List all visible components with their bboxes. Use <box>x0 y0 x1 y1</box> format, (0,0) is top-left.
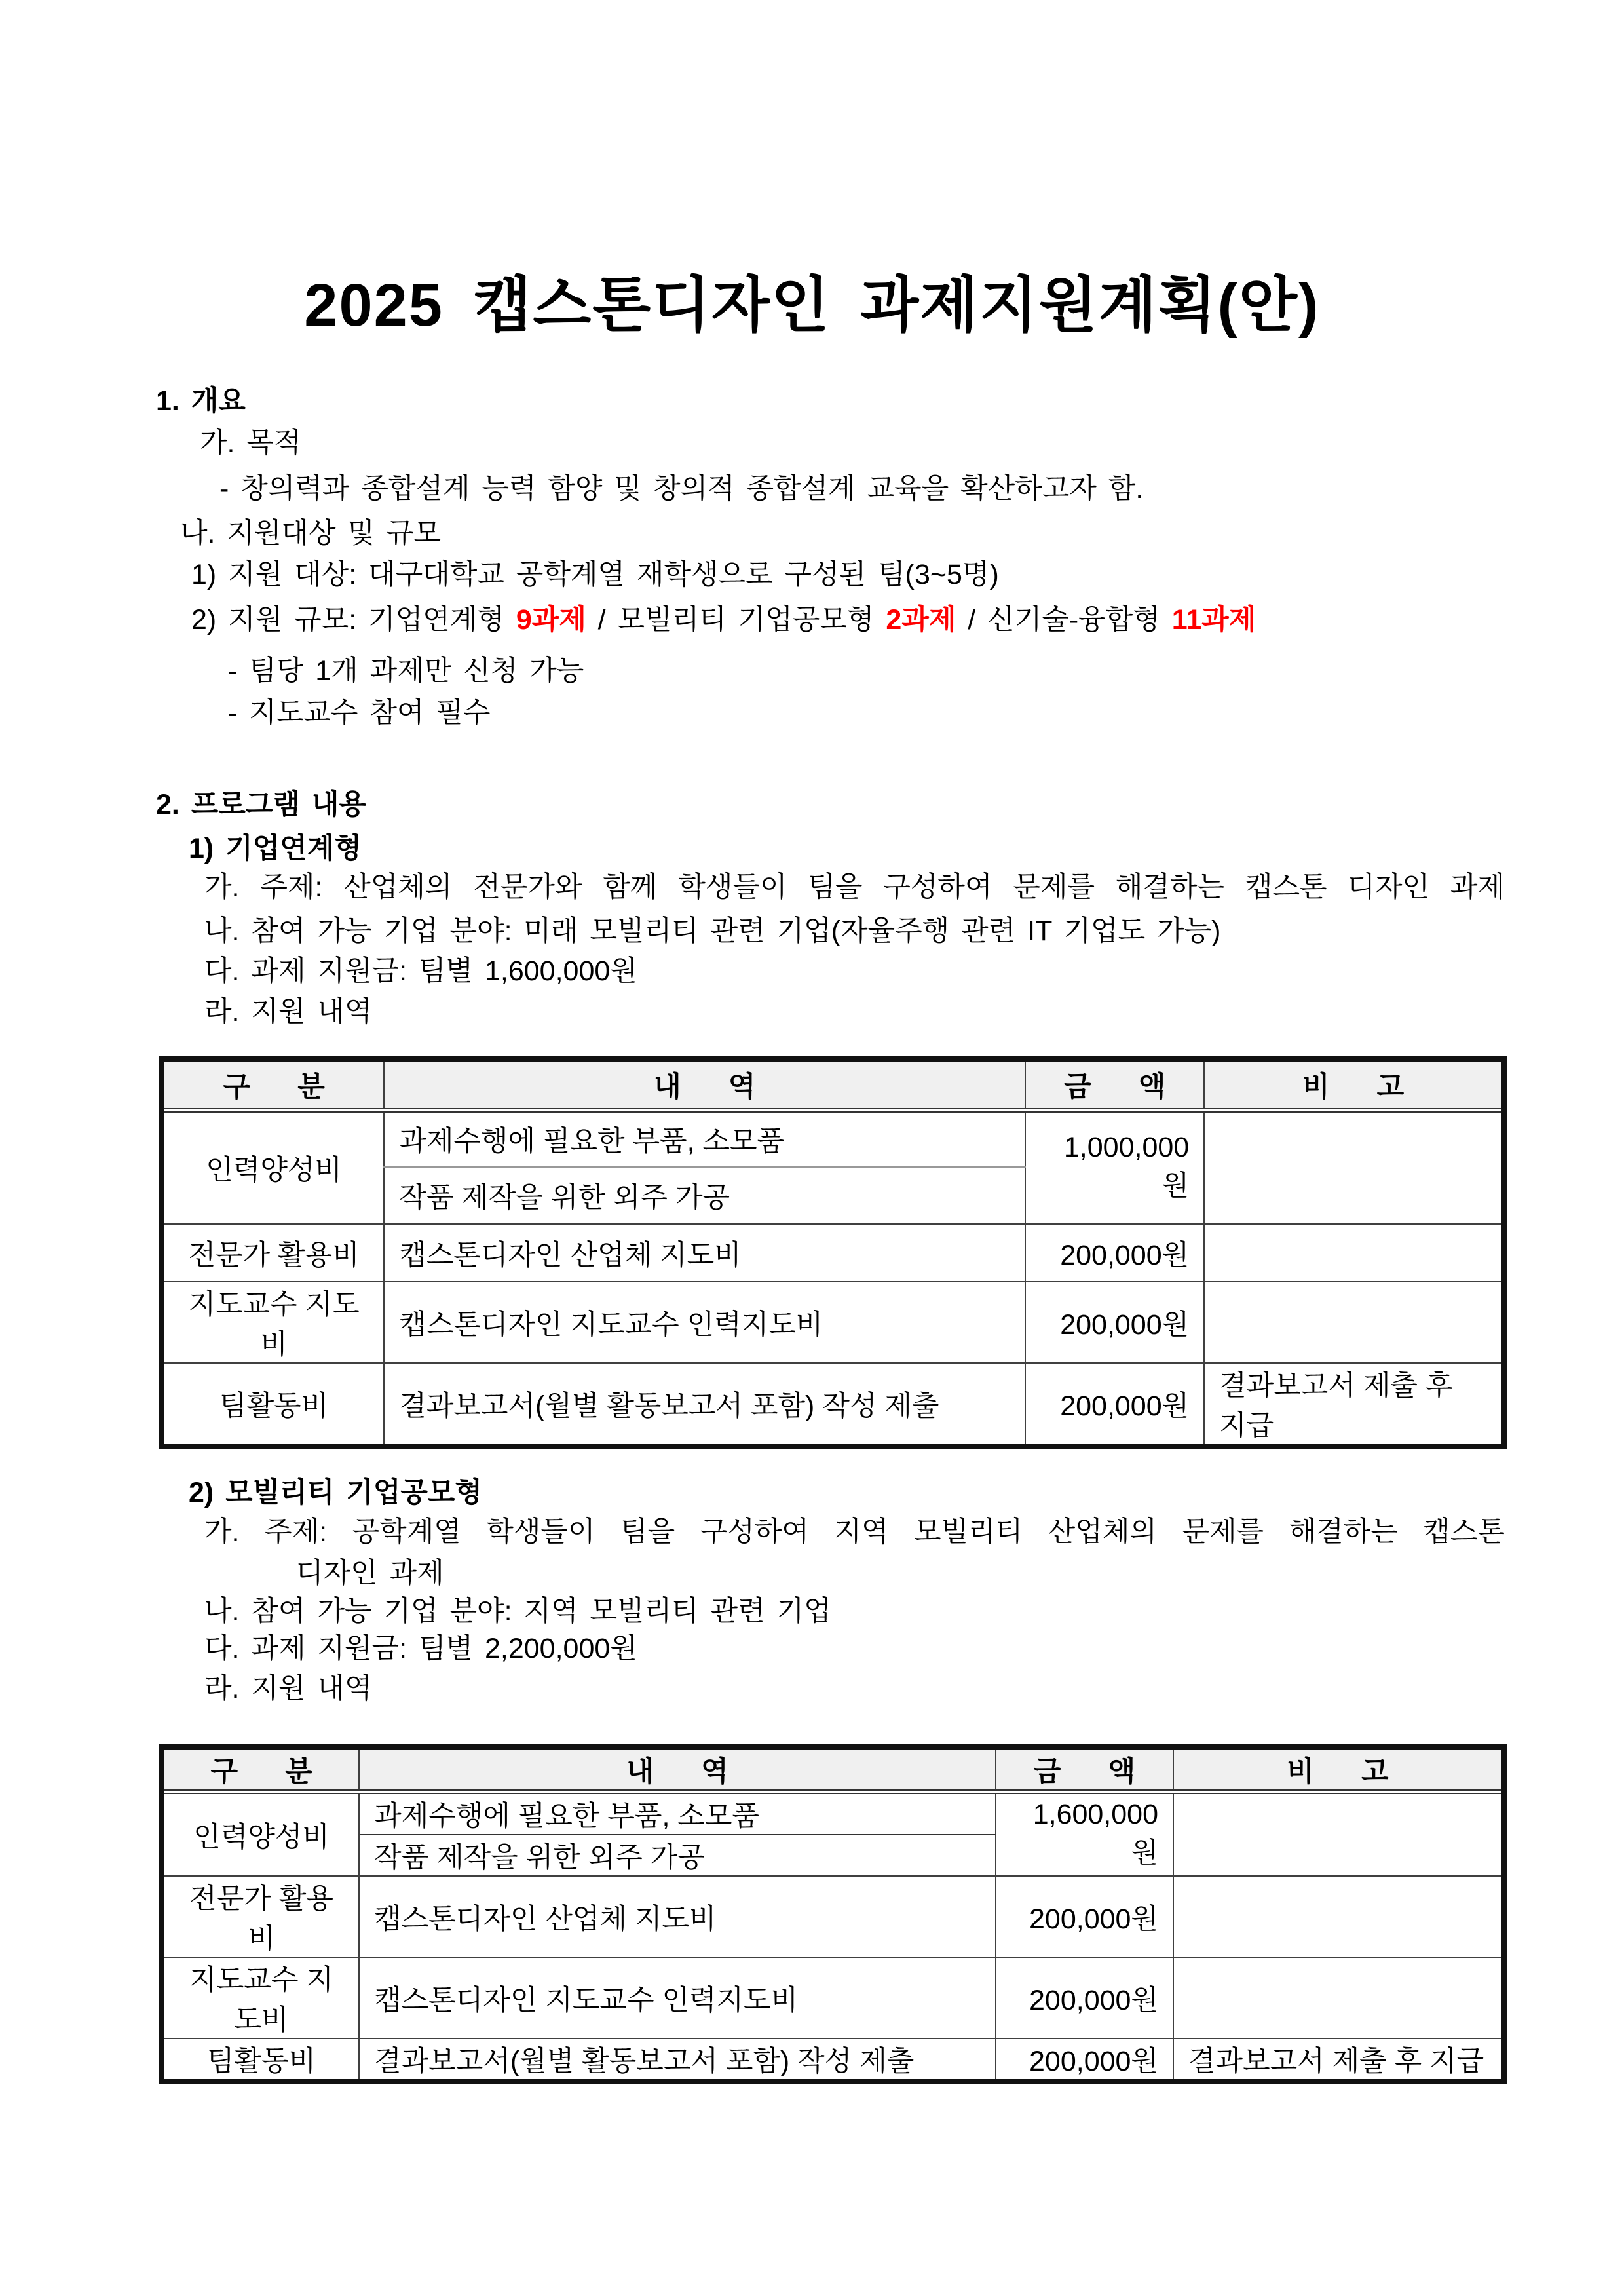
header-detail: 내 역 <box>359 1747 996 1792</box>
detail-cell: 과제수행에 필요한 부품, 소모품 <box>359 1792 996 1835</box>
program1-detail-label: 라. 지원 내역 <box>204 996 372 1027</box>
note-cell: 결과보고서 제출 후 지급 <box>1204 1363 1504 1446</box>
scale-separator-1: / <box>586 604 618 636</box>
table-row <box>162 1957 1504 2038</box>
program-section-heading: 2. 프로그램 내용 <box>156 789 366 820</box>
scale-count-newtech: 11과제 <box>1171 604 1256 636</box>
purpose-label: 가. 목적 <box>200 427 301 459</box>
program2-topic-line1: 가. 주제: 공학계열 학생들이 팀을 구성하여 지역 모빌리티 산업체의 문제를 해결하는 캡스톤 <box>204 1516 1505 1548</box>
note-cell <box>1173 1876 1504 1957</box>
amount-cell: 1,600,000원 <box>996 1792 1173 1877</box>
amount-cell: 200,000원 <box>996 1876 1173 1957</box>
purpose-text: - 창의력과 종합설계 능력 함양 및 창의적 종합설계 교육을 확산하고자 함. <box>219 473 1144 505</box>
page-title: 2025 캡스톤디자인 과제지원계획(안) <box>304 272 1320 339</box>
header-category: 구 분 <box>162 1747 359 1792</box>
table-row <box>162 1110 1504 1166</box>
program2-field: 나. 참여 가능 기업 분야: 지역 모빌리티 관련 기업 <box>204 1596 831 1627</box>
category-cell: 인력양성비 <box>162 1110 384 1224</box>
detail-cell: 작품 제작을 위한 외주 가공 <box>359 1835 996 1876</box>
scale-prefix: 2) 지원 규모: 기업연계형 <box>191 604 516 636</box>
amount-cell: 1,000,000원 <box>1025 1110 1204 1224</box>
scale-count-mobility: 2과제 <box>886 604 956 636</box>
detail-cell: 캡스톤디자인 산업체 지도비 <box>384 1224 1025 1282</box>
table-row <box>162 1224 1504 1282</box>
note-cell <box>1204 1282 1504 1363</box>
program2-fund: 다. 과제 지원금: 팀별 2,200,000원 <box>204 1633 637 1664</box>
program1-support-table <box>159 1056 1507 1449</box>
note-single-task: - 팀당 1개 과제만 신청 가능 <box>228 655 584 687</box>
header-note: 비 고 <box>1204 1059 1504 1110</box>
table-row <box>162 1363 1504 1446</box>
header-amount: 금 액 <box>1025 1059 1204 1110</box>
overview-heading: 1. 개요 <box>156 385 246 417</box>
detail-cell: 캡스톤디자인 지도교수 인력지도비 <box>359 1957 996 2038</box>
table-row <box>162 2038 1504 2082</box>
detail-cell: 캡스톤디자인 지도교수 인력지도비 <box>384 1282 1025 1363</box>
table-row <box>162 1792 1504 1835</box>
note-cell <box>1204 1110 1504 1224</box>
program2-detail-label: 라. 지원 내역 <box>204 1673 372 1704</box>
note-cell <box>1173 1792 1504 1877</box>
note-advisor-required: - 지도교수 참여 필수 <box>228 697 491 729</box>
amount-cell: 200,000원 <box>1025 1282 1204 1363</box>
note-cell: 결과보고서 제출 후 지급 <box>1173 2038 1504 2082</box>
scale-mid-newtech: 신기술-융합형 <box>987 604 1172 636</box>
detail-cell: 작품 제작을 위한 외주 가공 <box>384 1166 1025 1224</box>
scale-mid-mobility: 모빌리티 기업공모형 <box>617 604 886 636</box>
program2-topic-line2: 디자인 과제 <box>296 1558 444 1589</box>
amount-cell: 200,000원 <box>996 1957 1173 2038</box>
detail-cell: 캡스톤디자인 산업체 지도비 <box>359 1876 996 1957</box>
category-cell: 지도교수 지도비 <box>162 1282 384 1363</box>
table-row <box>162 1282 1504 1363</box>
program1-fund: 다. 과제 지원금: 팀별 1,600,000원 <box>204 955 637 987</box>
note-cell <box>1204 1224 1504 1282</box>
scale-count-industry: 9과제 <box>516 604 586 636</box>
program2-support-table <box>159 1744 1507 2084</box>
program1-heading: 1) 기업연계형 <box>189 833 362 864</box>
category-cell: 전문가 활용비 <box>162 1224 384 1282</box>
header-note: 비 고 <box>1173 1747 1504 1792</box>
detail-cell: 결과보고서(월별 활동보고서 포함) 작성 제출 <box>359 2038 996 2082</box>
category-cell: 팀활동비 <box>162 2038 359 2082</box>
header-amount: 금 액 <box>996 1747 1173 1792</box>
support-target-text: 1) 지원 대상: 대구대학교 공학계열 재학생으로 구성된 팀(3~5명) <box>191 559 999 590</box>
support-scale-text <box>191 604 1256 636</box>
table-header-row <box>162 1747 1504 1792</box>
program1-topic: 가. 주제: 산업체의 전문가와 함께 학생들이 팀을 구성하여 문제를 해결하는 캡스톤 디자인 과제 <box>204 871 1505 903</box>
category-cell: 인력양성비 <box>162 1792 359 1877</box>
program2-heading: 2) 모빌리티 기업공모형 <box>189 1477 482 1508</box>
note-cell <box>1173 1957 1504 2038</box>
amount-cell: 200,000원 <box>996 2038 1173 2082</box>
category-cell: 전문가 활용비 <box>162 1876 359 1957</box>
amount-cell: 200,000원 <box>1025 1363 1204 1446</box>
table-row <box>162 1876 1504 1957</box>
category-cell: 지도교수 지도비 <box>162 1957 359 2038</box>
category-cell: 팀활동비 <box>162 1363 384 1446</box>
program1-field: 나. 참여 가능 기업 분야: 미래 모빌리티 관련 기업(자율주행 관련 IT 기업도 가능) <box>204 915 1221 947</box>
amount-cell: 200,000원 <box>1025 1224 1204 1282</box>
header-category: 구 분 <box>162 1059 384 1110</box>
header-detail: 내 역 <box>384 1059 1025 1110</box>
support-target-heading: 나. 지원대상 및 규모 <box>180 518 442 549</box>
detail-cell: 과제수행에 필요한 부품, 소모품 <box>384 1110 1025 1166</box>
detail-cell: 결과보고서(월별 활동보고서 포함) 작성 제출 <box>384 1363 1025 1446</box>
table-header-row <box>162 1059 1504 1110</box>
scale-separator-2: / <box>956 604 988 636</box>
